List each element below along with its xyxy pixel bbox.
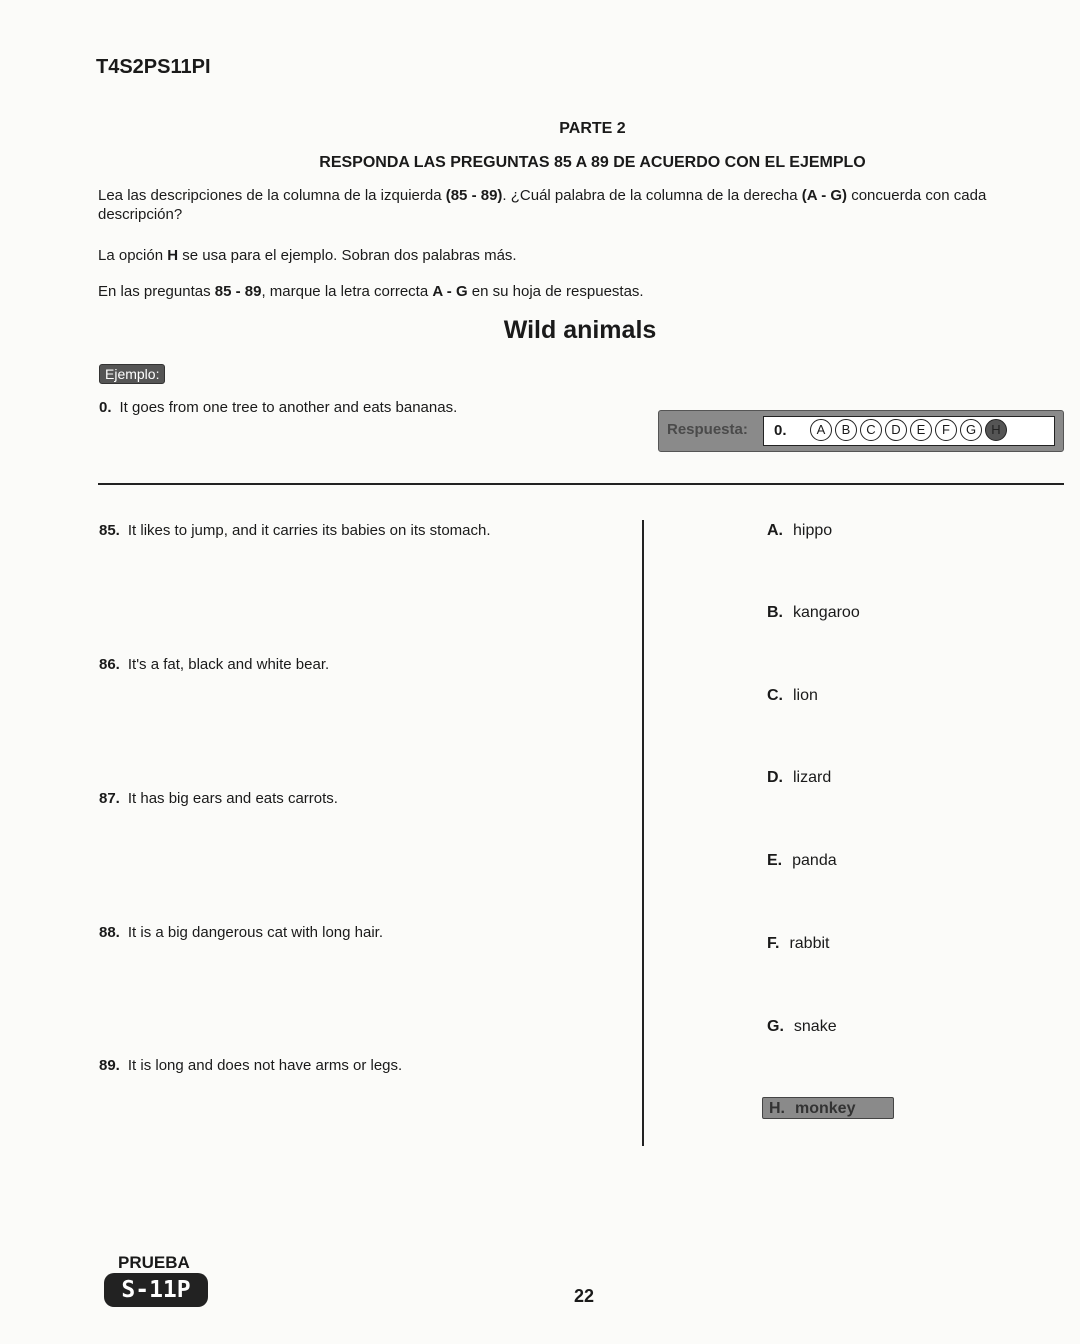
answer-bubble-e: E [910,419,932,441]
question-89: 89. It is long and does not have arms or legs. [99,1057,403,1074]
answer-bubble-d: D [885,419,907,441]
question-85: 85. It likes to jump, and it carries its babies on its stomach. [99,522,491,539]
option-a: A. hippo [767,522,833,539]
answer-bubble-b: B [835,419,857,441]
answer-label: Respuesta: [667,421,748,438]
question-87: 87. It has big ears and eats carrots. [99,790,338,807]
answer-bubble-g: G [960,419,982,441]
section-heading: PARTE 2 [559,120,626,137]
instruction-paragraph-2: La opción H se usa para el ejemplo. Sobran dos palabras más. [98,247,517,264]
example-answer-box [658,410,1064,452]
option-b: B. kangaroo [767,604,860,621]
section-divider [98,483,1064,485]
example-question [99,399,457,416]
answer-bubble-f: F [935,419,957,441]
question-86: 86. It's a fat, black and white bear. [99,656,330,673]
question-88: 88. It is a big dangerous cat with long hair. [99,924,384,941]
document-code: T4S2PS11PI [96,56,211,78]
column-divider [642,520,644,1146]
instruction-paragraph-1: Lea las descripciones de la columna de la izquierda (85 - 89). ¿Cuál palabra de la columna de la derecha (A - G) concuerda con cada descripción? [98,187,987,223]
answer-number: 0. [774,422,787,439]
option-h-example: H. monkey [762,1097,894,1119]
instruction-paragraph-3: En las preguntas 85 - 89, marque la letra correcta A - G en su hoja de respuestas. [98,283,644,300]
example-text: It goes from one tree to another and eats bananas. [119,399,458,416]
page-number: 22 [574,1286,595,1306]
option-d: D. lizard [767,769,832,786]
example-badge: Ejemplo: [99,364,165,384]
answer-bubble-row [763,416,1055,446]
prueba-code-badge: S-11P [104,1273,208,1307]
page-title: Wild animals [503,316,657,344]
option-c: C. lion [767,687,818,704]
prueba-label: PRUEBA [118,1253,190,1272]
answer-bubbles [810,419,1007,441]
option-f: F. rabbit [767,935,830,952]
answer-bubble-a: A [810,419,832,441]
option-g: G. snake [767,1018,837,1035]
example-number: 0. [99,399,112,416]
option-e: E. panda [767,852,837,869]
instruction-title: RESPONDA LAS PREGUNTAS 85 A 89 DE ACUERDO CON EL EJEMPLO [319,154,866,171]
answer-bubble-c: C [860,419,882,441]
answer-bubble-h: H [985,419,1007,441]
